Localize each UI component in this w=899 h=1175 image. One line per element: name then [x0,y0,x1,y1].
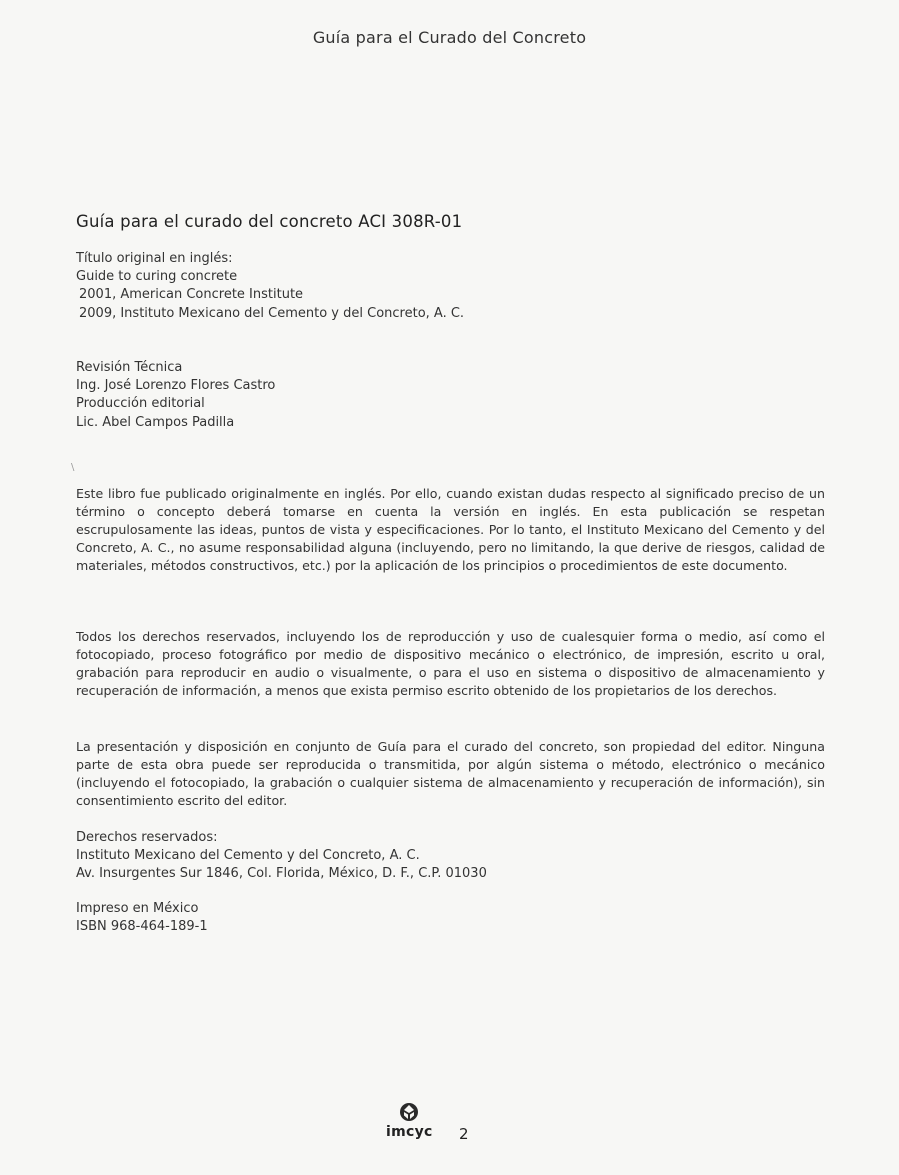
copyright-imcyc: 2009, Instituto Mexicano del Cemento y del Concreto, A. C. [79,305,465,321]
rights-label: Derechos reservados: [76,830,218,845]
isbn: ISBN 968-464-189-1 [76,919,208,935]
producer: Lic. Abel Campos Padilla [76,414,235,430]
rights-holder-block [76,829,487,884]
document-title: Guía para el curado del concreto ACI 308R-01 [76,212,463,231]
copyright-aci: 2001, American Concrete Institute [79,287,304,303]
rights-holder-name: Instituto Mexicano del Cemento y del Concreto, A. C. [76,848,420,864]
presentation-paragraph: La presentación y disposición en conjunto de Guía para el curado del concreto, son propiedad del editor. Ninguna parte de esta obra puede ser reproducida o transmitida, por algún sistema o método, electrónico o mecánico (incluyendo el fotocopiado, la grabación o cualquier sistema de almacenamiento y recuperación de información), sin consentimiento escrito del editor. [76,739,825,808]
original-title-label: Título original en inglés: [76,251,233,266]
disclaimer-paragraph: Este libro fue publicado originalmente en inglés. Por ello, cuando existan dudas respecto al significado preciso de un término o concepto deberá tomarse en cuenta la versión en inglés. En esta publicación se respetan escrupulosamente las ideas, puntos de vista y especificaciones. Por lo tanto, el Instituto Mexicano del Cemento y del Concreto, A. C., no asume responsabilidad alguna (incluyendo, pero no limitando, la que derive de riesgos, calidad de materiales, métodos constructivos, etc.) por la aplicación de los principios o procedimientos de este documento. [76,486,825,573]
original-title: Guide to curing concrete [76,269,238,285]
logo-wordmark: imcyc [386,1124,433,1140]
printing-block [76,900,208,936]
running-header: Guía para el Curado del Concreto [312,28,587,47]
imcyc-logo-icon [399,1102,419,1122]
credits-block [76,359,275,432]
rights-paragraph: Todos los derechos reservados, incluyendo los de reproducción y uso de cualesquier forma o medio, así como el fotocopiado, proceso fotográfico por medio de dispositivo mecánico o electrónico, de impresión, escrito u oral, grabación para reproducir en audio o visualmente, o para el uso en sistema o dispositivo de almacenamiento y recuperación de información, a menos que exista permiso escrito obtenido de los propietarios de los derechos. [76,629,825,698]
production-label: Producción editorial [76,396,205,412]
original-title-block [76,250,464,323]
scan-mark: \ [71,462,75,473]
technical-reviewer: Ing. José Lorenzo Flores Castro [76,378,276,394]
rights-holder-address: Av. Insurgentes Sur 1846, Col. Florida, México, D. F., C.P. 01030 [76,866,487,882]
printed-in: Impreso en México [76,901,199,916]
publisher-logo [386,1102,433,1140]
technical-review-label: Revisión Técnica [76,360,183,375]
page-number: 2 [459,1125,469,1143]
